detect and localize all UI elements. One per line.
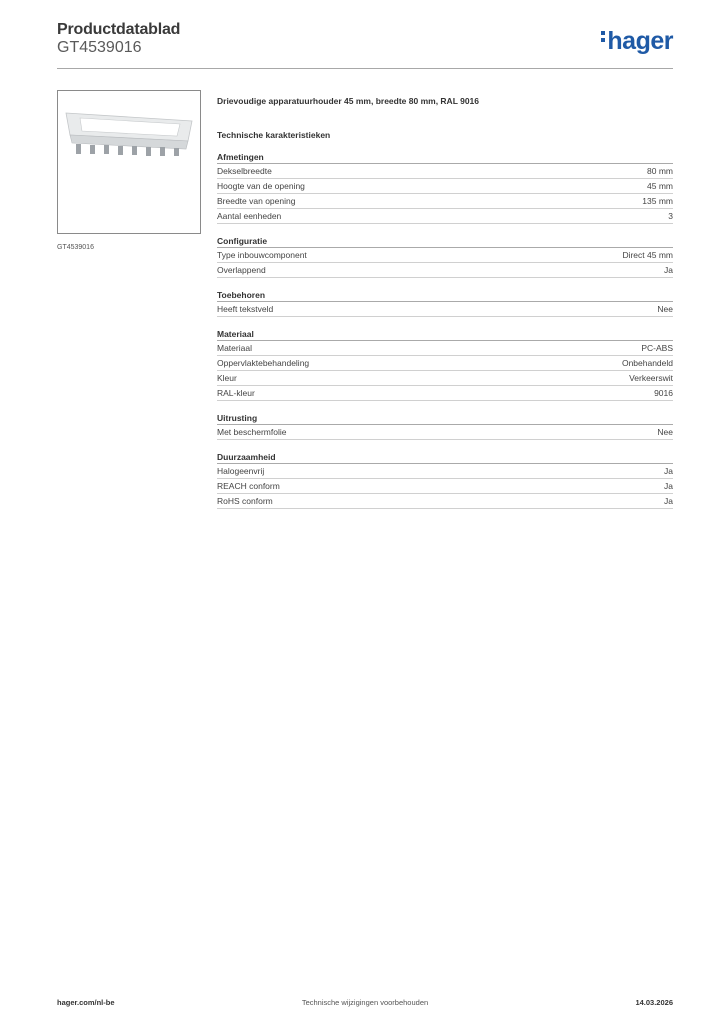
spec-value: PC-ABS	[641, 343, 673, 353]
product-frame-icon	[58, 91, 200, 233]
spec-row	[217, 194, 673, 209]
image-caption: GT4539016	[57, 244, 94, 251]
spec-group	[217, 451, 673, 509]
product-image	[57, 90, 201, 234]
logo-text: hager	[607, 27, 673, 55]
spec-row	[217, 209, 673, 224]
spec-groups	[217, 151, 673, 509]
header-divider	[57, 68, 673, 69]
logo-dots-icon	[601, 31, 605, 45]
spec-group-title: Uitrusting	[217, 412, 673, 425]
spec-group	[217, 412, 673, 440]
spec-value: Verkeerswit	[629, 373, 673, 383]
spec-row	[217, 248, 673, 263]
spec-group-title: Afmetingen	[217, 151, 673, 164]
spec-row	[217, 164, 673, 179]
spec-value: 135 mm	[642, 196, 673, 206]
product-description: Drievoudige apparatuurhouder 45 mm, breedte 80 mm, RAL 9016	[217, 96, 480, 106]
spec-value: Onbehandeld	[621, 358, 673, 368]
spec-label: Aantal eenheden	[217, 211, 282, 221]
spec-label: Breedte van opening	[217, 196, 296, 206]
spec-value: Direct 45 mm	[622, 250, 673, 260]
spec-value: 3	[668, 211, 673, 221]
spec-row	[217, 479, 673, 494]
spec-value: Ja	[664, 265, 673, 275]
spec-row	[217, 464, 673, 479]
spec-row	[217, 341, 673, 356]
footer-date: 14.03.2026	[635, 998, 673, 1007]
spec-group-title: Toebehoren	[217, 289, 673, 302]
spec-value: Nee	[657, 427, 673, 437]
spec-value: 45 mm	[647, 181, 673, 191]
spec-value: 80 mm	[647, 166, 673, 176]
spec-value: Ja	[664, 466, 673, 476]
spec-label: Type inbouwcomponent	[217, 250, 307, 260]
spec-label: Halogeenvrij	[217, 466, 265, 476]
product-code: GT4539016	[57, 39, 142, 56]
hager-logo	[601, 27, 673, 56]
footer-note: Technische wijzigingen voorbehouden	[301, 998, 429, 1007]
spec-label: Heeft tekstveld	[217, 304, 274, 314]
spec-group-title: Duurzaamheid	[217, 451, 673, 464]
spec-group	[217, 289, 673, 317]
spec-group-title: Materiaal	[217, 328, 673, 341]
product-details	[217, 96, 673, 520]
spec-label: Dekselbreedte	[217, 166, 272, 176]
spec-value: 9016	[654, 388, 673, 398]
spec-group-title: Configuratie	[217, 235, 673, 248]
spec-row	[217, 263, 673, 278]
section-heading: Technische karakteristieken	[217, 130, 331, 140]
spec-value: Ja	[664, 496, 673, 506]
spec-label: RoHS conform	[217, 496, 273, 506]
page-footer	[57, 998, 673, 1010]
spec-label: Overlappend	[217, 265, 266, 275]
footer-link[interactable]: hager.com/nl-be	[57, 998, 115, 1007]
spec-row	[217, 179, 673, 194]
spec-label: Oppervlaktebehandeling	[217, 358, 310, 368]
spec-row	[217, 302, 673, 317]
spec-value: Ja	[664, 481, 673, 491]
spec-label: Met beschermfolie	[217, 427, 287, 437]
spec-label: Materiaal	[217, 343, 252, 353]
page-header	[57, 21, 673, 69]
spec-group	[217, 328, 673, 401]
spec-row	[217, 425, 673, 440]
document-title: Productdatablad	[57, 21, 181, 38]
spec-group	[217, 235, 673, 278]
spec-group	[217, 151, 673, 224]
spec-label: REACH conform	[217, 481, 280, 491]
spec-label: Hoogte van de opening	[217, 181, 305, 191]
spec-row	[217, 356, 673, 371]
spec-value: Nee	[657, 304, 673, 314]
spec-row	[217, 494, 673, 509]
spec-label: Kleur	[217, 373, 237, 383]
spec-row	[217, 371, 673, 386]
spec-label: RAL-kleur	[217, 388, 255, 398]
spec-row	[217, 386, 673, 401]
